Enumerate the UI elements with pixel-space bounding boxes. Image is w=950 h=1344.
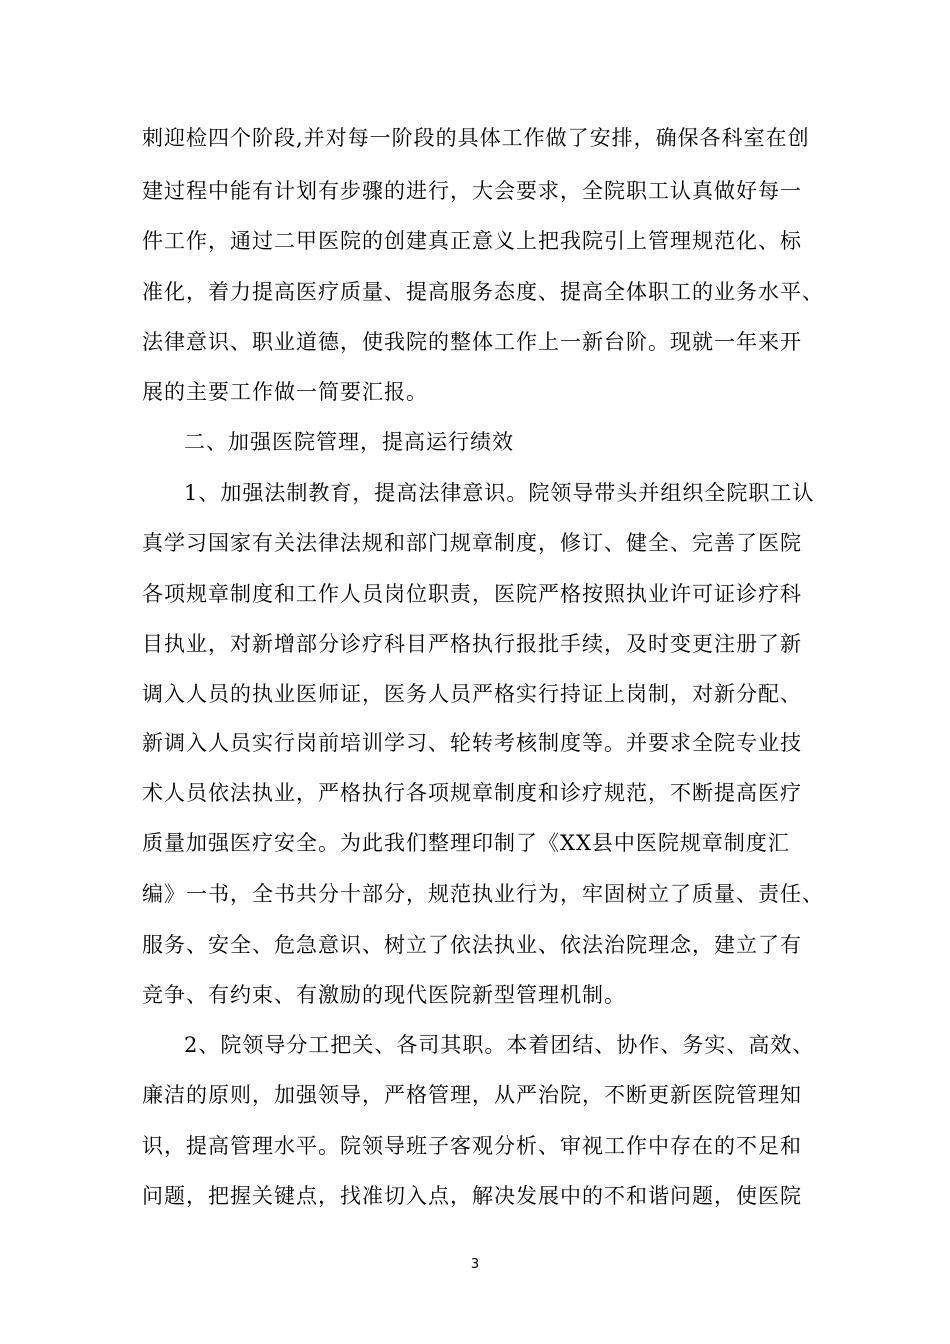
text-line: 建过程中能有计划有步骤的进行，大会要求，全院职工认真做好每一 [142, 179, 802, 203]
text-line: 调入人员的执业医师证，医务人员严格实行持证上岗制，对新分配、 [142, 682, 802, 706]
text-line: 问题，把握关键点，找准切入点，解决发展中的不和谐问题，使医院 [142, 1184, 802, 1208]
text-line: 服务、安全、危急意识、树立了依法执业、依法治院理念，建立了有 [142, 933, 802, 957]
text-line: 质量加强医疗安全。为此我们整理印制了《XX县中医院规章制度汇 [142, 831, 790, 855]
text-line: 1、加强法制教育，提高法律意识。院领导带头并组织全院职工认 [184, 481, 815, 505]
page-number: 3 [470, 1257, 480, 1272]
text-line: 准化，着力提高医疗质量、提高服务态度、提高全体职工的业务水平、 [142, 280, 824, 304]
text-line: 编》一书，全书共分十部分，规范执业行为，牢固树立了质量、责任、 [142, 882, 824, 906]
text-line: 竞争、有约束、有激励的现代医院新型管理机制。 [142, 983, 626, 1007]
section-heading: 二、加强医院管理，提高运行绩效 [184, 430, 514, 454]
text-line: 术人员依法执业，严格执行各项规章制度和诊疗规范，不断提高医疗 [142, 781, 802, 805]
text-line: 2、院领导分工把关、各司其职。本着团结、协作、务实、高效、 [184, 1033, 815, 1057]
text-line: 廉洁的原则，加强领导，严格管理，从严治院，不断更新医院管理知 [142, 1083, 802, 1107]
text-line: 识，提高管理水平。院领导班子客观分析、审视工作中存在的不足和 [142, 1134, 802, 1158]
text-line: 目执业，对新增部分诊疗科目严格执行报批手续，及时变更注册了新 [142, 632, 802, 656]
text-line: 刺迎检四个阶段,并对每一阶段的具体工作做了安排，确保各科室在创 [142, 126, 810, 150]
text-line: 展的主要工作做一简要汇报。 [142, 380, 428, 404]
text-line: 法律意识、职业道德，使我院的整体工作上一新台阶。现就一年来开 [142, 330, 802, 354]
text-line: 真学习国家有关法律法规和部门规章制度，修订、健全、完善了医院 [142, 531, 802, 555]
text-line: 各项规章制度和工作人员岗位职责，医院严格按照执业许可证诊疗科 [142, 582, 802, 606]
text-line: 件工作，通过二甲医院的创建真正意义上把我院引上管理规范化、标 [142, 229, 802, 253]
text-line: 新调入人员实行岗前培训学习、轮转考核制度等。并要求全院专业技 [142, 731, 802, 755]
